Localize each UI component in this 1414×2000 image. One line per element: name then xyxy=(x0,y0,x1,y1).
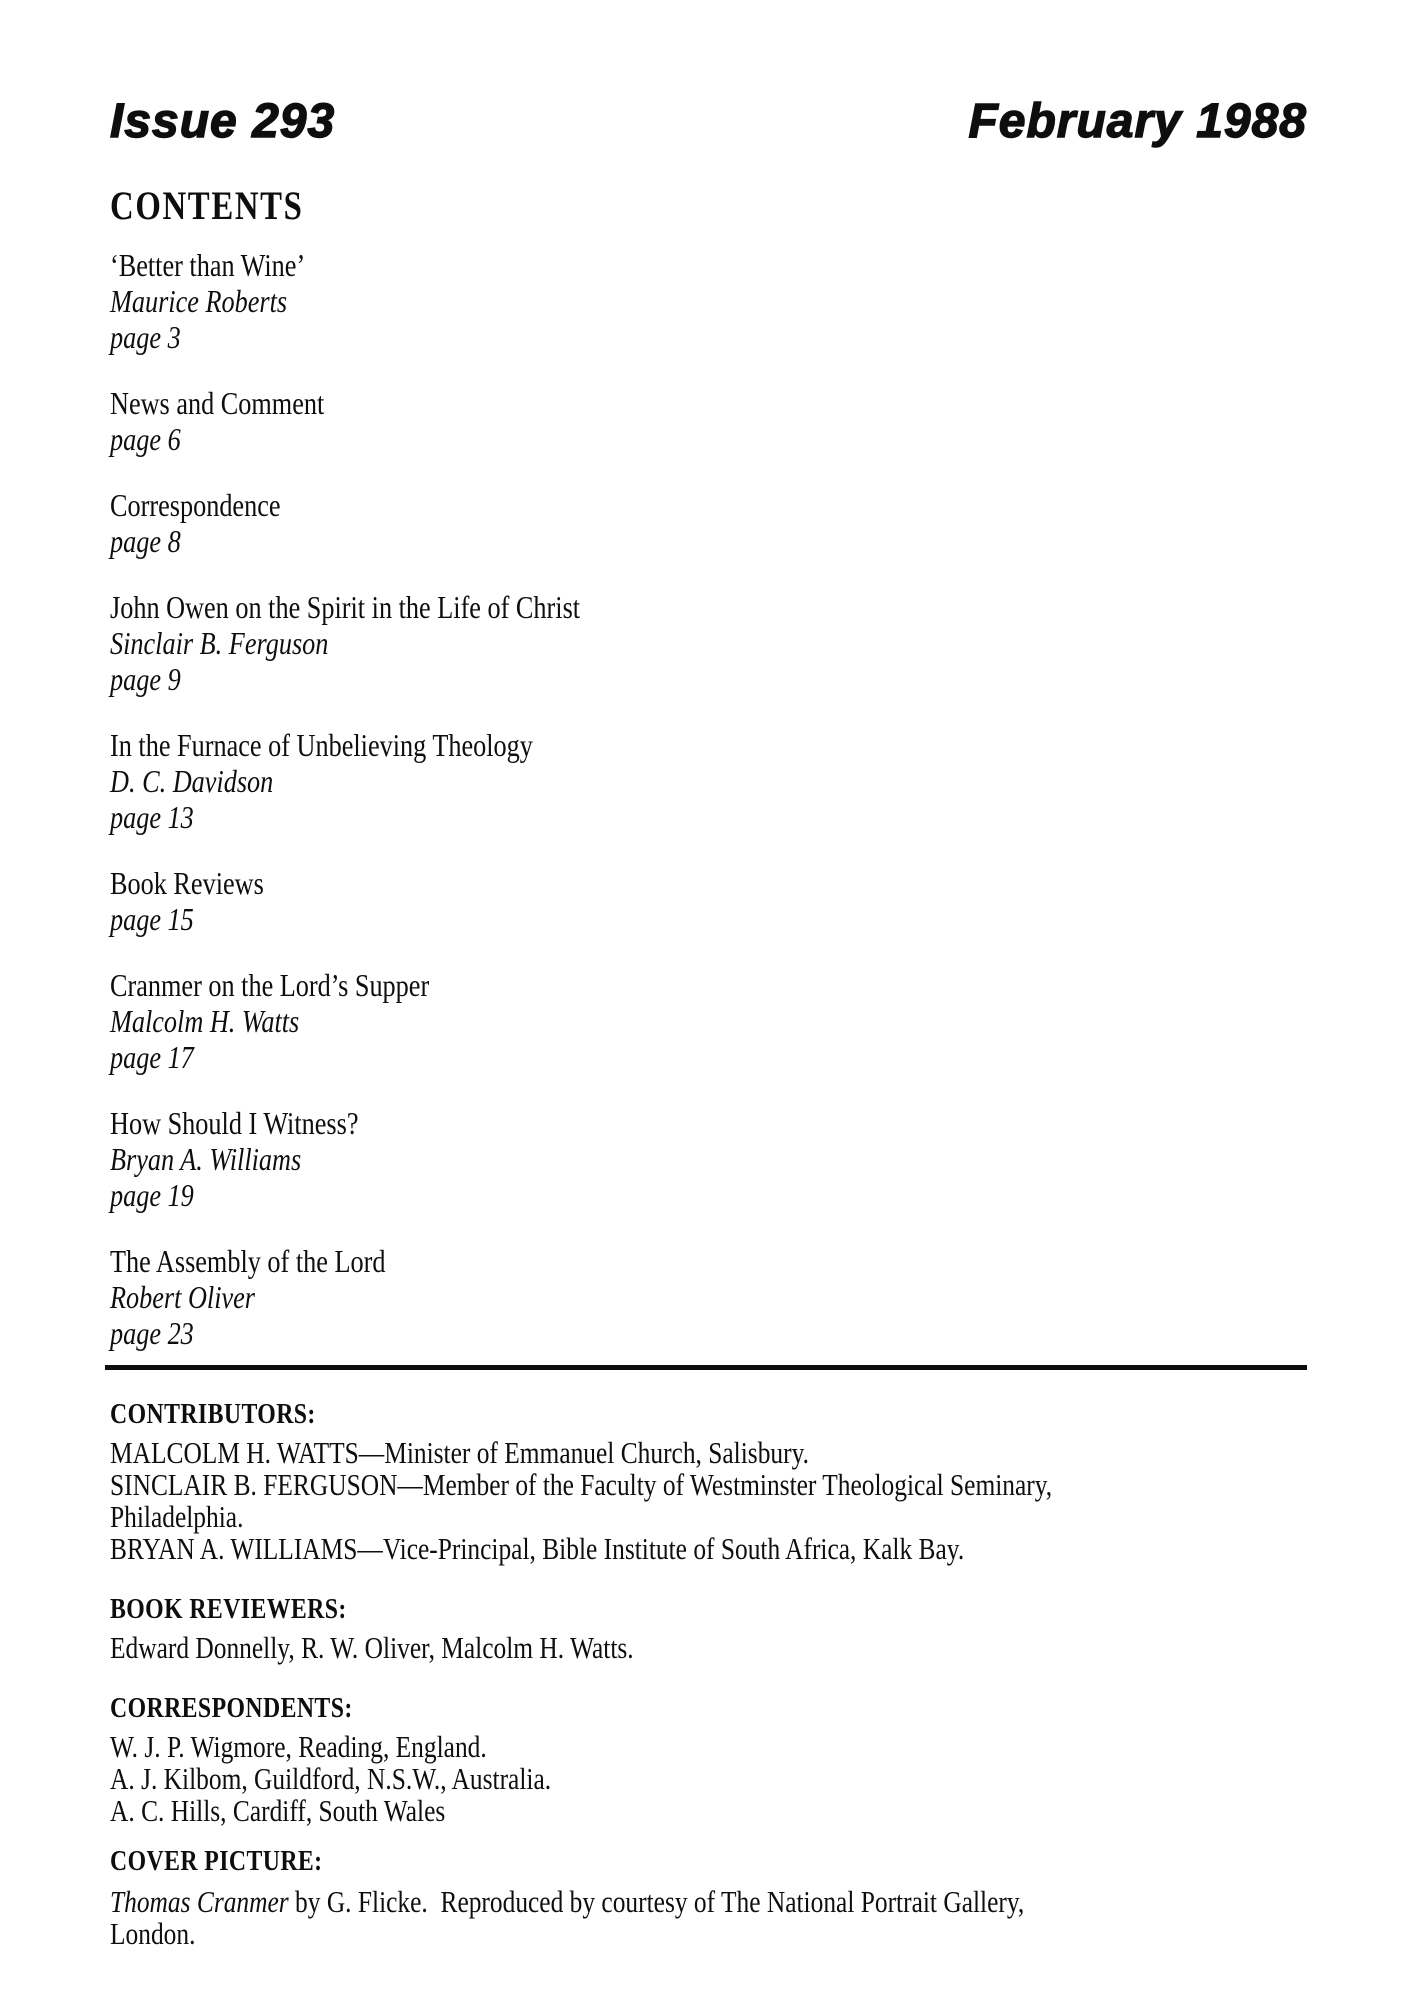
correspondents-lines xyxy=(110,1731,1092,1827)
toc-entry xyxy=(110,385,1092,457)
toc-entry-page: page 8 xyxy=(110,523,181,559)
contributors-heading: CONTRIBUTORS: xyxy=(110,1398,316,1430)
correspondent-line: A. J. Kilbom, Guildford, N.S.W., Australia. xyxy=(110,1761,552,1796)
toc-entry-title: John Owen on the Spirit in the Life of Christ xyxy=(110,589,581,625)
correspondent-line: A. C. Hills, Cardiff, South Wales xyxy=(110,1793,446,1828)
toc-entry-title: How Should I Witness? xyxy=(110,1105,359,1141)
toc-entry xyxy=(110,1243,1092,1351)
toc-entry-page: page 17 xyxy=(110,1039,194,1075)
cover-picture-title: Thomas Cranmer xyxy=(110,1884,289,1919)
toc-entry xyxy=(110,487,1092,559)
toc-entry-page: page 13 xyxy=(110,799,194,835)
issue-number: Issue 293 xyxy=(110,95,336,148)
toc-entry-title: Book Reviews xyxy=(110,865,264,901)
toc-entry-author: Robert Oliver xyxy=(110,1279,256,1315)
toc-entry xyxy=(110,865,1092,937)
contributor-line: SINCLAIR B. FERGUSON—Member of the Faculty of Westminster Theological Seminary, Philadelphia. xyxy=(110,1467,1053,1534)
toc-entry-title: Correspondence xyxy=(110,487,281,523)
book-reviewers-section xyxy=(110,1595,1092,1664)
contents-heading: CONTENTS xyxy=(110,183,304,228)
horizontal-rule xyxy=(105,1365,1307,1370)
contributor-line: MALCOLM H. WATTS—Minister of Emmanuel Church, Salisbury. xyxy=(110,1435,810,1470)
toc-entry-author: Malcolm H. Watts xyxy=(110,1003,300,1039)
issue-date: February 1988 xyxy=(968,95,1307,148)
toc-entry-author: D. C. Davidson xyxy=(110,763,274,799)
correspondent-line: W. J. P. Wigmore, Reading, England. xyxy=(110,1729,487,1764)
toc-entry xyxy=(110,1105,1092,1213)
contributors-lines xyxy=(110,1437,1092,1565)
masthead xyxy=(110,95,1307,148)
toc-entry-title: In the Furnace of Unbelieving Theology xyxy=(110,727,533,763)
toc-entry-page: page 3 xyxy=(110,319,181,355)
cover-picture-credit-text: by G. Flicke. Reproduced by courtesy of The National Portrait Gallery, London. xyxy=(110,1884,1031,1951)
cover-picture-credit xyxy=(110,1886,1092,1950)
book-reviewers-lines xyxy=(110,1632,1092,1664)
contributor-line: BRYAN A. WILLIAMS—Vice-Principal, Bible Institute of South Africa, Kalk Bay. xyxy=(110,1531,965,1566)
toc-entry-title: The Assembly of the Lord xyxy=(110,1243,386,1279)
book-reviewer-line: Edward Donnelly, R. W. Oliver, Malcolm H. Watts. xyxy=(110,1630,634,1665)
correspondents-heading: CORRESPONDENTS: xyxy=(110,1692,353,1724)
toc-entry-author: Sinclair B. Ferguson xyxy=(110,625,329,661)
correspondents-section xyxy=(110,1694,1092,1827)
toc-entry xyxy=(110,589,1092,697)
toc-entry-page: page 19 xyxy=(110,1177,194,1213)
cover-picture-section xyxy=(110,1847,1092,1950)
book-reviewers-heading: BOOK REVIEWERS: xyxy=(110,1593,347,1625)
toc-entry xyxy=(110,967,1092,1075)
contributors-section xyxy=(110,1400,1092,1565)
toc-entry-page: page 9 xyxy=(110,661,181,697)
toc-entry-page: page 15 xyxy=(110,901,194,937)
table-of-contents xyxy=(110,247,1092,1351)
toc-entry xyxy=(110,247,1092,355)
toc-entry-page: page 23 xyxy=(110,1315,194,1351)
toc-entry-title: Cranmer on the Lord’s Supper xyxy=(110,967,430,1003)
cover-picture-heading: COVER PICTURE: xyxy=(110,1845,323,1877)
toc-entry-page: page 6 xyxy=(110,421,181,457)
toc-entry-title: News and Comment xyxy=(110,385,325,421)
toc-entry xyxy=(110,727,1092,835)
toc-entry-author: Bryan A. Williams xyxy=(110,1141,302,1177)
toc-entry-author: Maurice Roberts xyxy=(110,283,288,319)
toc-entry-title: ‘Better than Wine’ xyxy=(110,247,306,283)
